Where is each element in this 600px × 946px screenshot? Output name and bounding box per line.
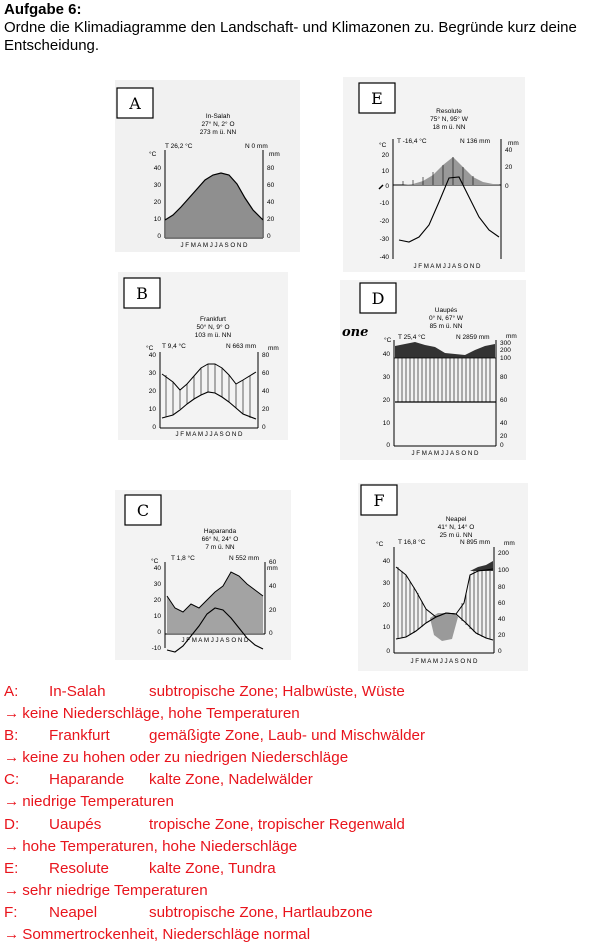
tick: 200 — [498, 550, 509, 557]
tick: 80 — [498, 584, 506, 591]
letter-a: A — [129, 94, 141, 113]
station-coords: 0° N, 67° W — [428, 315, 464, 322]
reason-e — [4, 880, 596, 902]
answer-label: B: — [4, 727, 19, 745]
answer-place: Neapel — [49, 903, 98, 921]
answer-zone: subtropische Zone; Halbwüste, Wüste — [149, 683, 405, 700]
annual-precipitation: N 0 mm — [245, 143, 268, 150]
left-unit: °C — [384, 337, 392, 344]
station-coords: 50° N, 9° O — [196, 324, 230, 331]
tick: 80 — [500, 374, 508, 381]
tick: 0 — [498, 648, 502, 655]
tick: 20 — [269, 607, 277, 614]
tick: 60 — [500, 397, 508, 404]
answer-b — [4, 725, 596, 747]
tick: 10 — [381, 168, 389, 175]
answer-label: D: — [4, 815, 20, 833]
annual-precipitation: N 663 mm — [226, 343, 256, 350]
station-coords: 27° N, 2° O — [201, 121, 235, 128]
tick: 200 — [500, 347, 511, 354]
answer-label: A: — [4, 683, 19, 700]
month-labels: J F M A M J J A S O N D — [410, 658, 478, 665]
answer-place: Haparande — [49, 771, 125, 789]
tick: -40 — [379, 254, 389, 261]
annual-temperature: T 9,4 °C — [162, 343, 186, 350]
tick: 40 — [382, 351, 390, 358]
tick: 10 — [153, 613, 161, 620]
station-coords: 41° N, 14° O — [437, 524, 475, 531]
station-elevation: 103 m ü. NN — [194, 332, 232, 339]
climate-diagram-e — [343, 77, 525, 272]
month-labels: J F M A M J J A S O N D — [175, 431, 243, 438]
station-name: Resolute — [436, 108, 462, 115]
arrow-icon: → — [4, 837, 20, 855]
right-unit: mm — [269, 151, 280, 158]
right-unit: mm — [268, 345, 279, 352]
tick: 30 — [382, 580, 390, 587]
letter-f: F — [373, 491, 385, 510]
station-coords: 66° N, 24° O — [201, 536, 239, 543]
tick: 20 — [382, 397, 390, 404]
answer-zone: kalte Zone, Tundra — [149, 859, 276, 877]
tick: 80 — [262, 352, 270, 359]
answer-zone: gemäßigte Zone, Laub- und Mischwälder — [149, 727, 426, 745]
tick: 10 — [382, 624, 390, 631]
letter-c: C — [136, 501, 150, 520]
letter-b: B — [136, 284, 148, 303]
answer-d — [4, 814, 596, 836]
task-text: Ordne die Klimadiagramme den Landschaft- und Klimazonen zu. Begründe kurz deine Entscheidung. — [4, 19, 577, 54]
tick: -10 — [379, 200, 389, 207]
annual-temperature: T 25,4 °C — [398, 334, 426, 341]
reason-f — [4, 924, 596, 946]
station-name: Uaupés — [434, 307, 458, 314]
reason-d — [4, 836, 596, 858]
answer-reason: niedrige Temperaturen — [22, 793, 174, 811]
letter-d: D — [371, 289, 385, 308]
annual-precipitation: N 136 mm — [460, 138, 490, 145]
answer-place: Frankfurt — [49, 727, 110, 745]
answer-a — [4, 681, 596, 703]
right-unit: mm — [504, 540, 515, 547]
left-unit: °C — [379, 142, 387, 149]
tick: 30 — [382, 374, 390, 381]
station-elevation: 18 m ü. NN — [432, 124, 466, 131]
climate-diagram-d — [340, 280, 526, 460]
answer-label: E: — [4, 859, 19, 877]
station-name: In-Salah — [205, 113, 231, 120]
tick: 300 — [500, 340, 511, 347]
answer-reason: hohe Temperaturen, hohe Niederschläge — [22, 837, 298, 855]
tick: 40 — [267, 199, 275, 206]
station-name: Haparanda — [203, 528, 237, 535]
task-title: Aufgabe 6: — [4, 1, 82, 18]
tick: 0 — [500, 442, 504, 449]
answer-reason: keine Niederschläge, hohe Temperaturen — [22, 705, 300, 723]
station-elevation: 25 m ü. NN — [439, 532, 473, 539]
handwritten-note: one — [342, 325, 369, 340]
left-unit: °C — [376, 541, 384, 548]
tick: 100 — [498, 567, 509, 574]
tick: 40 — [498, 616, 506, 623]
answer-reason: sehr niedrige Temperaturen — [22, 881, 208, 899]
tick: 0 — [269, 630, 273, 637]
reason-c — [4, 791, 596, 813]
arrow-icon: → — [4, 749, 20, 767]
tick: 0 — [386, 442, 390, 449]
tick: 60 — [267, 182, 275, 189]
tick: 40 — [148, 352, 156, 359]
arrow-icon: → — [4, 705, 20, 723]
right-unit: mm — [508, 140, 519, 147]
annual-temperature: T -16,4 °C — [397, 138, 427, 145]
tick: 10 — [153, 216, 161, 223]
tick: 40 — [153, 565, 161, 572]
answer-zone: kalte Zone, Nadelwälder — [149, 771, 313, 789]
tick: 0 — [385, 183, 389, 190]
climate-diagram-c — [115, 490, 291, 660]
tick: 30 — [153, 581, 161, 588]
tick: 40 — [505, 147, 513, 154]
right-unit: mm — [267, 565, 278, 572]
answer-zone: tropische Zone, tropischer Regenwald — [149, 815, 405, 833]
tick: 0 — [505, 183, 509, 190]
arrow-icon: → — [4, 793, 20, 811]
tick: -30 — [379, 236, 389, 243]
annual-precipitation: N 895 mm — [460, 539, 490, 546]
tick: 20 — [381, 152, 389, 159]
station-elevation: 273 m ü. NN — [199, 129, 237, 136]
reason-a — [4, 703, 596, 725]
left-unit: °C — [151, 558, 159, 565]
answer-place: Resolute — [49, 859, 109, 877]
letter-e: E — [371, 89, 383, 108]
tick: 30 — [148, 370, 156, 377]
answer-reason: Sommertrockenheit, Niederschläge normal — [22, 926, 311, 944]
tick: 20 — [382, 602, 390, 609]
tick: 0 — [152, 424, 156, 431]
annual-temperature: T 1,8 °C — [171, 555, 195, 562]
answer-reason: keine zu hohen oder zu niedrigen Niederschläge — [22, 749, 349, 767]
tick: 40 — [382, 558, 390, 565]
annual-temperature: T 26,2 °C — [165, 143, 193, 150]
month-labels: J F M A M J J A S O N D — [411, 450, 479, 457]
tick: 80 — [267, 165, 275, 172]
annual-temperature: T 16,8 °C — [398, 539, 426, 546]
month-labels: J F M A M J J A S O N D — [413, 263, 481, 270]
tick: 20 — [262, 406, 270, 413]
climate-diagram-a — [115, 80, 300, 252]
answer-f — [4, 902, 596, 924]
tick: 40 — [500, 420, 508, 427]
tick: 0 — [262, 424, 266, 431]
tick: -10 — [151, 645, 161, 652]
tick: 60 — [269, 559, 277, 566]
tick: 20 — [267, 216, 275, 223]
tick: 20 — [153, 199, 161, 206]
answer-list — [4, 681, 596, 946]
arrow-icon: → — [4, 926, 20, 944]
tick: 0 — [157, 629, 161, 636]
tick: 20 — [505, 164, 513, 171]
tick: 100 — [500, 355, 511, 362]
station-elevation: 85 m ü. NN — [429, 323, 463, 330]
tick: 60 — [262, 370, 270, 377]
station-coords: 75° N, 95° W — [430, 116, 468, 123]
tick: 40 — [269, 583, 277, 590]
tick: 40 — [153, 165, 161, 172]
answer-c — [4, 769, 596, 791]
answer-place: Uaupés — [49, 815, 102, 833]
tick: -20 — [379, 218, 389, 225]
tick: 0 — [157, 233, 161, 240]
answer-e — [4, 858, 596, 880]
tick: 10 — [382, 420, 390, 427]
station-name: Frankfurt — [199, 316, 227, 323]
tick: 20 — [500, 433, 508, 440]
tick: 30 — [153, 182, 161, 189]
tick: 0 — [267, 233, 271, 240]
climate-diagram-b — [118, 272, 288, 440]
month-labels: J F M A M J J A S O N D — [180, 242, 248, 249]
answer-place: In-Salah — [49, 683, 106, 700]
reason-b — [4, 747, 596, 769]
tick: 40 — [262, 388, 270, 395]
answer-label: C: — [4, 771, 20, 789]
right-unit: mm — [506, 333, 517, 340]
arrow-icon: → — [4, 881, 20, 899]
annual-precipitation: N 2859 mm — [456, 334, 490, 341]
tick: 0 — [386, 648, 390, 655]
tick: 60 — [498, 600, 506, 607]
task-heading — [4, 1, 596, 55]
station-name: Neapel — [445, 516, 467, 523]
tick: 20 — [153, 597, 161, 604]
left-unit: °C — [146, 345, 154, 352]
answer-zone: subtropische Zone, Hartlaubzone — [149, 903, 373, 921]
climate-diagram-f — [358, 483, 528, 671]
tick: 20 — [148, 388, 156, 395]
month-labels: J F M A M J J A S O N D — [181, 637, 249, 644]
answer-label: F: — [4, 903, 18, 921]
annual-precipitation: N 552 mm — [229, 555, 259, 562]
tick: 10 — [148, 406, 156, 413]
tick: 20 — [498, 632, 506, 639]
left-unit: °C — [149, 151, 157, 158]
station-elevation: 7 m ü. NN — [205, 544, 235, 551]
